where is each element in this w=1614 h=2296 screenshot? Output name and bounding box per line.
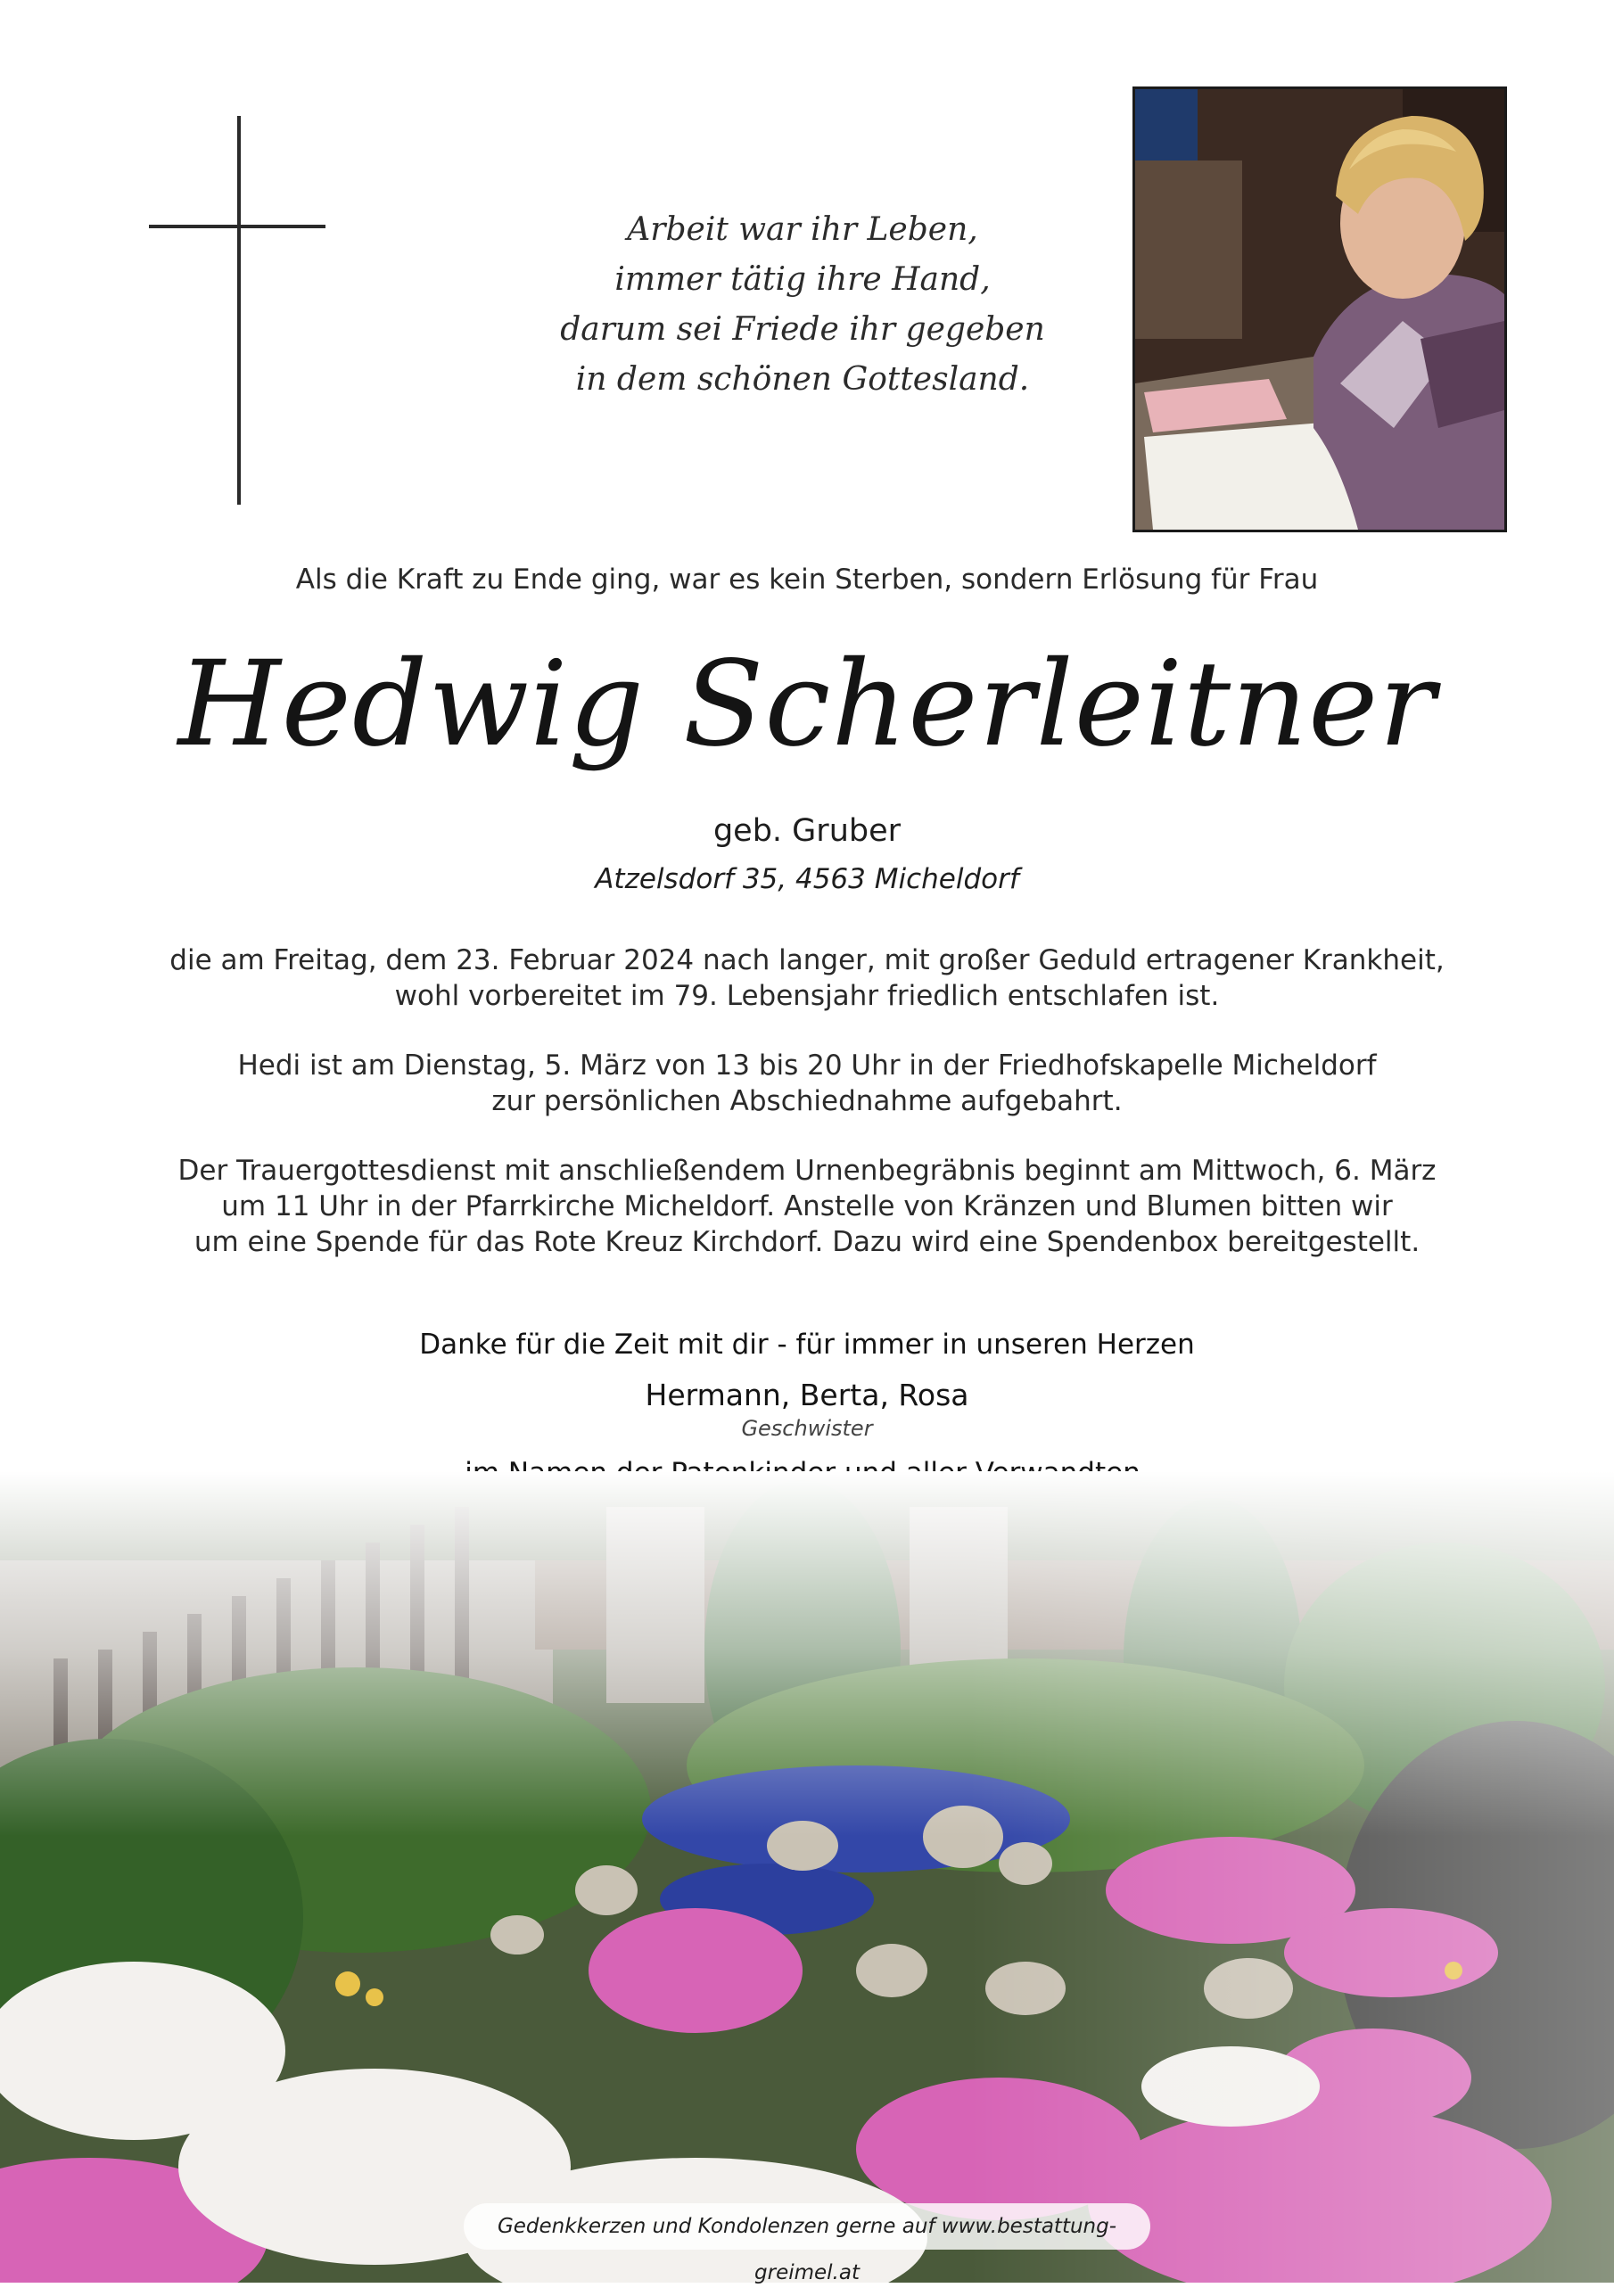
- birth-name: geb. Gruber: [712, 813, 902, 849]
- paragraph-line: um eine Spende für das Rote Kreuz Kirchdorf. Dazu wird eine Spendenbox bereitgestellt.: [194, 1226, 1420, 1258]
- paragraph-line: zur persönlichen Abschiednahme aufgebahrt.: [491, 1085, 1123, 1117]
- cross-icon-bar: [149, 225, 325, 228]
- garden-image-art: [0, 1471, 1614, 2283]
- garden-image: [0, 1471, 1614, 2283]
- deceased-name: Hedwig Scherleitner: [177, 636, 1437, 773]
- viewing-paragraph: [138, 1048, 1476, 1119]
- death-notice-paragraph: [138, 942, 1476, 1014]
- poem-line: immer tätig ihre Hand,: [614, 261, 991, 298]
- funeral-paragraph: [138, 1153, 1476, 1260]
- signers: Hermann, Berta, Rosa: [645, 1378, 969, 1412]
- footer-banner: Gedenkkerzen und Kondolenzen gerne auf www.bestattung-greimel.at: [464, 2203, 1150, 2250]
- relation: Geschwister: [741, 1416, 873, 1441]
- thanks-line: Danke für die Zeit mit dir - für immer in unseren Herzen: [419, 1329, 1195, 1361]
- poem: [553, 205, 1052, 405]
- intro-text: Als die Kraft zu Ende ging, war es kein Sterben, sondern Erlösung für Frau: [295, 564, 1319, 596]
- paragraph-line: Hedi ist am Dienstag, 5. März von 13 bis 20 Uhr in der Friedhofskapelle Micheldorf: [237, 1049, 1377, 1082]
- portrait-photo: [1132, 86, 1507, 532]
- paragraph-line: um 11 Uhr in der Pfarrkirche Micheldorf. Anstelle von Kränzen und Blumen bitten wir: [221, 1190, 1393, 1222]
- poem-line: darum sei Friede ihr gegeben: [560, 311, 1045, 348]
- poem-line: in dem schönen Gottesland.: [575, 361, 1030, 398]
- paragraph-line: wohl vorbereitet im 79. Lebensjahr friedlich entschlafen ist.: [394, 980, 1220, 1012]
- paragraph-line: Der Trauergottesdienst mit anschließendem Urnenbegräbnis beginnt am Mittwoch, 6. März: [177, 1155, 1437, 1187]
- poem-line: Arbeit war ihr Leben,: [627, 211, 978, 248]
- cross-icon: [237, 116, 241, 505]
- address: Atzelsdorf 35, 4563 Micheldorf: [595, 863, 1019, 895]
- paragraph-line: die am Freitag, dem 23. Februar 2024 nach langer, mit großer Geduld ertragener Krankheit,: [169, 944, 1445, 976]
- portrait-photo-image: [1135, 89, 1504, 530]
